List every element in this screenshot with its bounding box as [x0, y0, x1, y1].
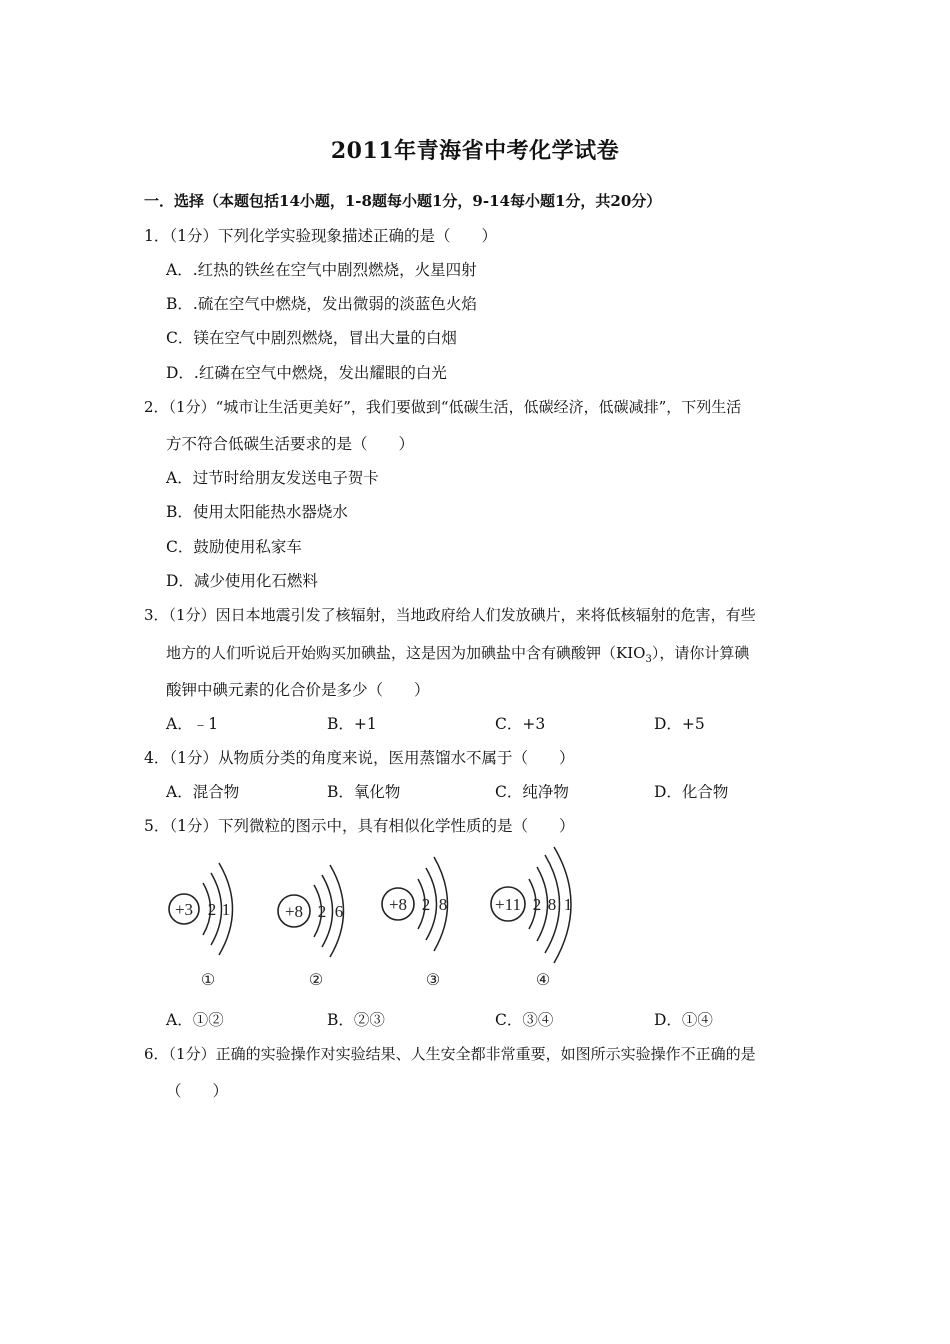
- q3-stem-line2: 地方的人们听说后开始购买加碘盐，这是因为加碘盐中含有碘酸钾$(KIO_3)$，请你计算碘: [166, 644, 750, 665]
- q2-option-d: D．减少使用化石燃料: [166, 572, 318, 590]
- atom-1-label: ①: [200, 972, 216, 989]
- q1-option-d: D．.红磷在空气中燃烧，发出耀眼的白光: [166, 364, 447, 382]
- section-heading: 一．选择（本题包括14小题，1-8题每小题1分，9-14每小题1分，共20分）: [144, 192, 662, 210]
- q2-stem-line1: 2．（1分）“城市让生活更美好”，我们要做到“低碳生活，低碳经济，低碳减排”，下列生活: [144, 398, 742, 416]
- q2-option-b: B．使用太阳能热水器烧水: [166, 503, 348, 521]
- q1-option-a: A．.红热的铁丝在空气中剧烈燃烧，火星四射: [166, 261, 477, 279]
- q3-stem-line3: 酸钾中碘元素的化合价是多少（ ）: [166, 681, 430, 699]
- atom-diagram-4: [491, 847, 572, 989]
- atom-structure-diagrams: [160, 845, 600, 995]
- q3-option-c: C．+3: [495, 715, 546, 733]
- q5-option-b: B．②③: [327, 1011, 385, 1029]
- q5-option-a: A．①②: [166, 1011, 224, 1029]
- q4-option-a: A．混合物: [166, 783, 240, 801]
- q3-option-b: B．+1: [327, 715, 377, 733]
- q3-stem-line1: 3．（1分）因日本地震引发了核辐射，当地政府给人们发放碘片，来将低核辐射的危害，有些: [144, 606, 756, 624]
- atom-4-shell-3: 1: [563, 895, 573, 914]
- atom-2-label: ②: [308, 972, 324, 989]
- q2-option-c: C．鼓励使用私家车: [166, 538, 302, 556]
- q3-option-d: D．+5: [654, 715, 705, 733]
- q2-stem-line2: 方不符合低碳生活要求的是（ ）: [166, 435, 415, 453]
- atom-4-label: ④: [535, 972, 551, 989]
- atom-2-nucleus: +8: [284, 902, 304, 921]
- atom-diagram-2: [278, 865, 344, 989]
- q1-stem: 1．（1分）下列化学实验现象描述正确的是（ ）: [144, 227, 497, 245]
- q6-stem-line1: 6．（1分）正确的实验操作对实验结果、人生安全都非常重要，如图所示实验操作不正确的是: [144, 1045, 756, 1063]
- atom-1-shell-1: 2: [207, 900, 217, 919]
- atom-4-shell-1: 2: [532, 895, 542, 914]
- atom-4-nucleus: +11: [495, 895, 521, 914]
- atom-1-nucleus: +3: [174, 900, 194, 919]
- q4-option-b: B．氧化物: [327, 783, 401, 801]
- page-title: 2011年青海省中考化学试卷: [330, 138, 620, 164]
- atom-3-shell-1: 2: [421, 895, 431, 914]
- q1-option-c: C．镁在空气中剧烈燃烧，冒出大量的白烟: [166, 329, 457, 347]
- atom-2-shell-2: 6: [334, 902, 344, 921]
- atom-4-shell-2: 8: [547, 895, 557, 914]
- q4-option-d: D．化合物: [654, 783, 729, 801]
- atom-3-nucleus: +8: [388, 895, 408, 914]
- atom-diagram-1: [169, 863, 233, 989]
- atom-2-shell-1: 2: [317, 902, 327, 921]
- q4-option-c: C．纯净物: [495, 783, 569, 801]
- q5-option-d: D．①④: [654, 1011, 713, 1029]
- q4-stem: 4．（1分）从物质分类的角度来说，医用蒸馏水不属于（ ）: [144, 749, 575, 767]
- q1-option-b: B．.硫在空气中燃烧，发出微弱的淡蓝色火焰: [166, 295, 477, 313]
- atom-3-shell-2: 8: [438, 895, 448, 914]
- q6-stem-line2: （ ）: [166, 1082, 229, 1100]
- atom-3-label: ③: [425, 972, 441, 989]
- q5-stem: 5．（1分）下列微粒的图示中，具有相似化学性质的是（ ）: [144, 817, 575, 835]
- q3-option-a: A．﹣1: [166, 715, 219, 733]
- q2-option-a: A．过节时给朋友发送电子贺卡: [166, 469, 379, 487]
- q5-option-c: C．③④: [495, 1011, 554, 1029]
- atom-1-shell-2: 1: [221, 900, 231, 919]
- atom-diagram-3: [382, 857, 448, 989]
